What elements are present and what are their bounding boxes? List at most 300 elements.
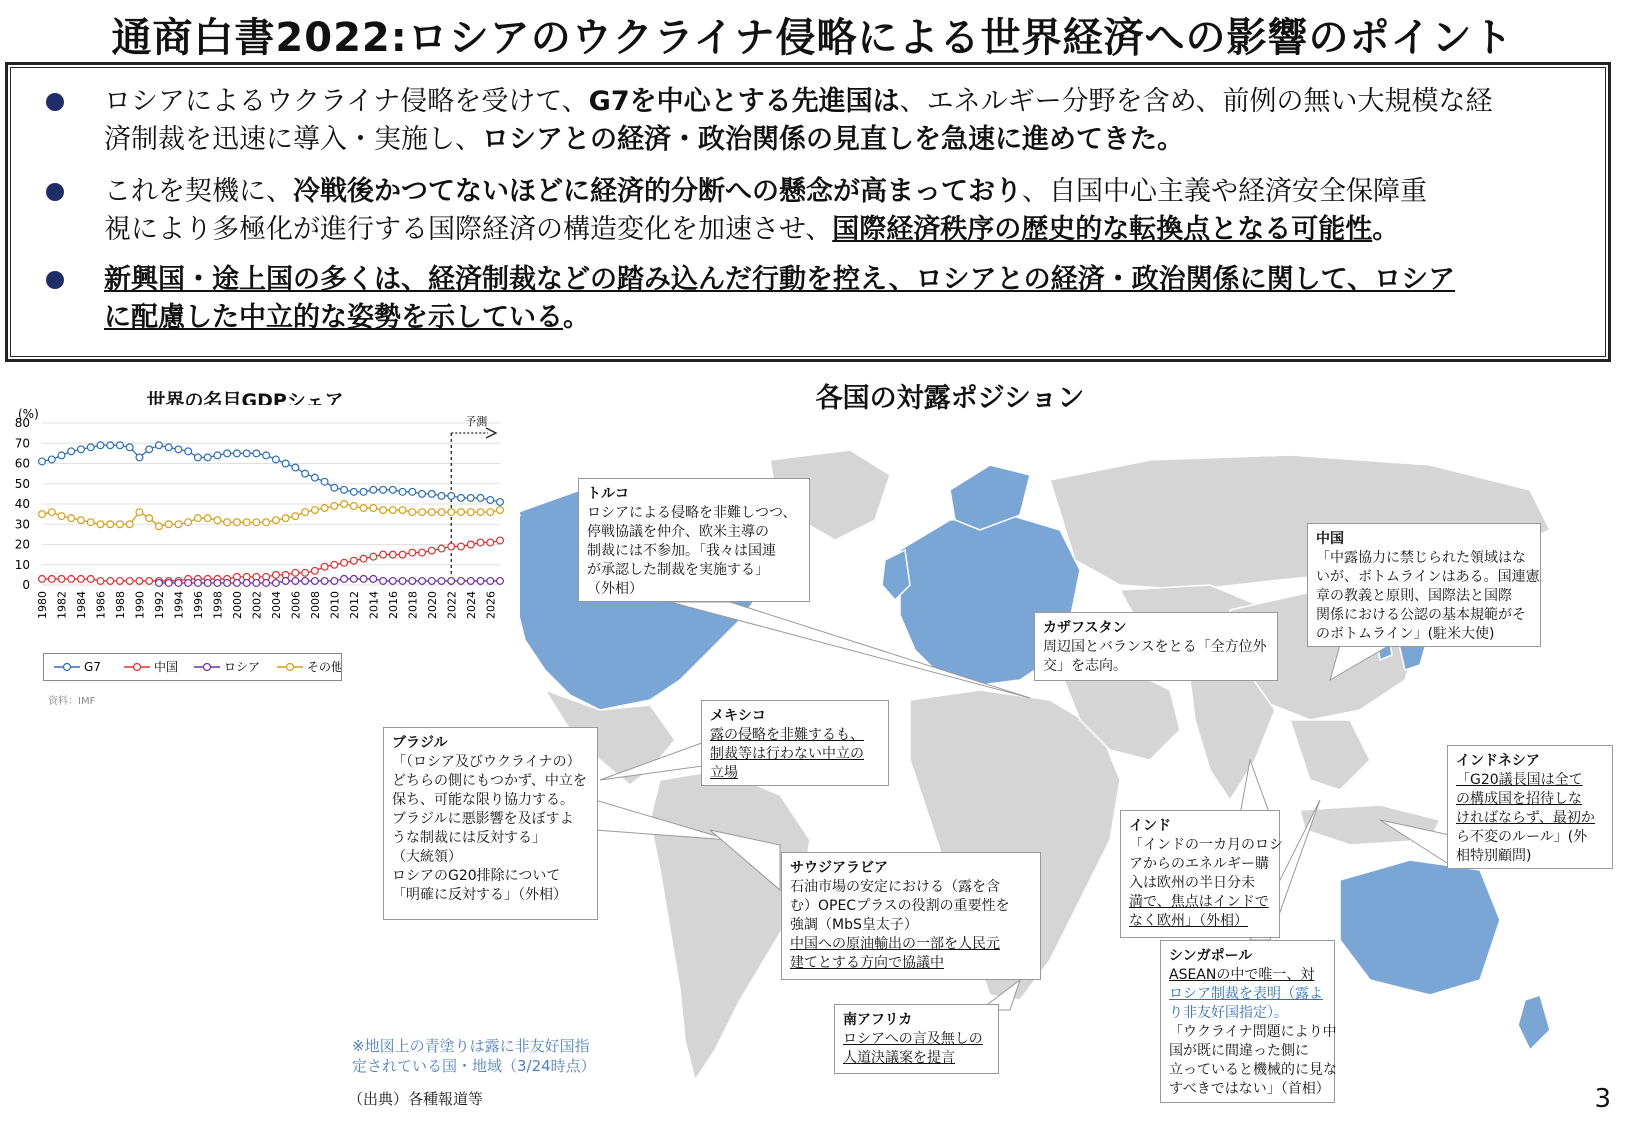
x-tick-label: 1992 [152,591,166,619]
data-point [370,576,377,583]
callout-line: 人道決議案を提言 [843,1050,955,1066]
region-australia [1340,860,1500,995]
data-point [477,509,484,516]
callout-line: （大統領） [392,849,462,865]
data-point [380,507,387,514]
data-point [409,488,416,495]
data-point [389,507,396,514]
data-point [136,454,143,461]
callout-country-name: メキシコ [710,708,766,724]
data-point [204,515,211,522]
data-point [370,553,377,560]
x-tick-label: 2022 [445,591,459,619]
data-point [146,578,153,585]
data-point [467,495,474,502]
callout-line: 国が既に間違った側に [1169,1043,1309,1059]
bullet-segment: 済制裁を迅速に導入・実施し、 [104,124,482,155]
callout-line: 「中露協力に禁じられた領域はな [1316,550,1526,566]
data-point [458,543,465,550]
data-point [165,521,172,528]
data-point [302,569,309,576]
data-point [448,509,455,516]
summary-box [5,62,1611,362]
data-point [467,578,474,585]
region-india [1190,675,1275,800]
data-point [477,539,484,546]
x-tick-label: 2004 [269,591,283,619]
map-title: 各国の対露ポジション [815,383,1085,414]
data-point [311,507,318,514]
callout-line: 周辺国とバランスをとる「全方位外 [1043,639,1267,655]
data-point [97,442,104,449]
data-point [68,576,75,583]
x-tick-label: 2018 [406,591,420,619]
callout-saudi-arabia [781,852,1041,980]
callout-singapore [1160,940,1335,1103]
data-point [341,576,348,583]
callout-country-name: シンガポール [1169,948,1253,964]
data-point [263,580,270,587]
data-point [117,442,124,449]
x-tick-label: 1996 [191,591,205,619]
bullet-segment: 冷戦後かつてないほどに経済的分断への懸念が高まっており [293,176,1022,207]
region-new-zealand [1518,995,1550,1050]
callout-country-name: インドネシア [1456,753,1540,769]
callout-line: ロシアによる侵略を非難しつつ、 [587,505,797,521]
data-point [448,493,455,500]
data-point [428,547,435,554]
data-point [438,578,445,585]
map-note-line: 定されている国・地域（3/24時点） [352,1057,596,1075]
map-source: （出典）各種報道等 [348,1090,484,1108]
data-point [68,515,75,522]
data-point [477,495,484,502]
y-tick-label: 50 [14,476,30,491]
data-point [272,580,279,587]
callout-mexico [701,700,889,786]
data-point [341,501,348,508]
legend-entry: G7 [84,660,101,674]
data-point [428,509,435,516]
data-point [389,578,396,585]
series-line [42,540,500,581]
x-tick-label: 2020 [425,591,439,619]
x-tick-label: 1980 [36,591,49,619]
callout-line: なく欧州」（外相） [1129,913,1248,929]
callout-line: 相特別顧問) [1456,848,1532,864]
data-point [467,509,474,516]
data-point [48,456,55,463]
map-note-line: ※地図上の青塗りは露に非友好国指 [352,1037,590,1055]
data-point [399,507,406,514]
bullet-segment: ロシアとの経済・政治関係の見直しを急速に進めてきた [482,124,1157,155]
bullet-segment: 新興国・途上国の多くは、経済制裁などの踏み込んだ行動を控え、ロシアとの経済・政治関係に関して、ロシア [104,264,1456,295]
data-point [87,576,94,583]
bullet-segment: これを契機に、 [104,176,293,207]
callout-line: 露の侵略を非難するも、 [710,727,864,743]
data-point [78,446,85,453]
callout-country-name: インド [1129,818,1171,834]
data-point [224,580,231,587]
data-point [428,578,435,585]
data-point [370,505,377,512]
data-point [487,509,494,516]
data-point [350,503,357,510]
callout-line: 保ち、可能な限り協力する。 [392,792,574,808]
data-point [341,486,348,493]
data-point [487,539,494,546]
x-tick-label: 2024 [464,591,478,619]
bullet-text [104,173,1586,249]
x-tick-label: 2012 [347,591,361,619]
callout-line: 関係における公認の基本規範がそ [1316,607,1526,623]
data-point [292,464,299,471]
callout-line: 強調（MbS皇太子） [790,917,918,933]
bullet-1 [46,83,1586,159]
data-point [48,509,55,516]
x-tick-label: 2002 [250,591,264,619]
bullet-segment: ロシアによるウクライナ侵略を受けて、 [104,86,589,117]
data-point [321,505,328,512]
data-point [117,578,124,585]
gdp-share-chart [0,405,520,650]
data-point [350,488,357,495]
data-point [195,515,202,522]
data-point [458,495,465,502]
data-point [156,442,163,449]
data-point [136,509,143,516]
data-point [156,523,163,530]
callout-line: 「ウクライナ問題により中 [1169,1024,1337,1040]
data-point [97,521,104,528]
data-point [233,580,240,587]
data-point [68,448,75,455]
data-point [409,578,416,585]
data-point [117,521,124,528]
data-point [428,490,435,497]
chart-legend [43,653,342,681]
x-tick-label: 2010 [328,591,342,619]
data-point [126,444,133,451]
x-tick-label: 2000 [230,591,244,619]
data-point [58,576,65,583]
y-tick-label: 20 [14,537,30,552]
callout-line: む）OPECプラスの役割の重要性を [790,898,1010,914]
data-point [195,580,202,587]
data-point [204,454,211,461]
callout-line: 交」を志向。 [1043,658,1127,674]
data-point [477,578,484,585]
callout-country-name: カザフスタン [1043,620,1127,636]
callout-line: 立場 [710,765,738,781]
data-point [350,557,357,564]
data-point [107,442,114,449]
data-point [487,497,494,504]
bullet-segment: 、エネルギー分野を含め、前例の無い大規模な経 [899,86,1493,117]
data-point [487,578,494,585]
legend-swatch-marker [64,664,71,671]
data-point [185,580,192,587]
callout-country-name: ブラジル [392,735,448,751]
data-point [370,486,377,493]
callout-line: ロシアへの言及無しの [843,1031,983,1047]
x-tick-label: 1982 [55,591,69,619]
bullet-segment: 国際経済秩序の歴史的な転換点となる可能性 [832,214,1373,245]
data-point [292,569,299,576]
data-point [214,517,221,524]
data-point [126,578,133,585]
data-point [253,519,260,526]
data-point [311,578,318,585]
callout-line: 停戦協議を仲介、欧米主導の [587,524,769,540]
data-point [136,578,143,585]
data-point [360,488,367,495]
page-title: 通商白書2022:ロシアのウクライナ侵略による世界経済への影響のポイント [111,15,1514,61]
legend-entry: 中国 [154,660,179,674]
data-point [233,450,240,457]
callout-country-name: 中国 [1316,531,1344,547]
data-point [243,450,250,457]
data-point [48,576,55,583]
callout-line: のボトムライン」(駐米大使) [1316,626,1495,642]
data-point [448,578,455,585]
callout-line: ロシアのG20排除について [392,868,561,884]
data-point [311,567,318,574]
data-point [399,578,406,585]
data-point [272,517,279,524]
y-tick-label: 0 [22,578,30,592]
data-point [438,545,445,552]
data-point [224,519,231,526]
data-point [467,541,474,548]
callout-line: ら不変のルール」(外 [1456,829,1588,845]
callout-line: すべきではない」（首相） [1169,1081,1330,1097]
data-point [448,543,455,550]
callout-line: が承認した制裁を実施する」 [587,562,769,578]
data-point [360,576,367,583]
callout-line: 制裁には不参加。「我々は国連 [587,543,776,559]
data-point [360,555,367,562]
data-point [438,493,445,500]
callout-line: どちらの側にもつかず、中立を [392,773,587,789]
data-point [185,519,192,526]
bullet-dot-icon [46,93,64,111]
y-tick-label: 30 [14,517,30,532]
callout-line: 立っていると機械的に見な [1169,1062,1337,1078]
callout-line: 「インドの一カ月のロシ [1129,837,1283,853]
forecast-label: 予測 [465,415,488,428]
callout-line: の構成国を招待しな [1456,791,1582,807]
data-point [302,578,309,585]
data-point [331,561,338,568]
callout-line: 制裁等は行わない中立の [710,746,864,762]
data-point [39,458,46,465]
data-point [497,537,504,544]
legend-entry: ロシア [224,660,261,674]
y-tick-label: 60 [14,456,30,471]
data-point [321,578,328,585]
data-point [175,521,182,528]
data-point [107,521,114,528]
data-point [419,490,426,497]
data-point [39,511,46,518]
callout-line: ロシア制裁を表明（露よ [1169,986,1323,1002]
data-point [380,486,387,493]
data-point [243,580,250,587]
data-point [146,515,153,522]
data-point [409,509,416,516]
data-point [253,580,260,587]
x-tick-label: 1984 [74,591,88,619]
callout-country-name: 南アフリカ [843,1012,913,1028]
data-point [214,452,221,459]
data-point [87,444,94,451]
data-point [146,446,153,453]
bullet-dot-icon [46,271,64,289]
x-tick-label: 1998 [211,591,225,619]
data-point [175,580,182,587]
data-point [78,576,85,583]
callout-line: り非友好国指定）。 [1169,1005,1288,1021]
bullet-segment: 。 [1372,214,1400,245]
bullet-text [104,261,1586,337]
data-point [399,551,406,558]
callout-india [1120,810,1283,938]
y-tick-label: 10 [14,557,30,572]
callout-line: 章の教義と原則、国際法と国際 [1316,588,1512,604]
legend-swatch-marker [204,664,211,671]
data-point [380,578,387,585]
data-point [302,509,309,516]
data-point [438,509,445,516]
callout-line: 入は欧州の半日分未 [1129,875,1255,891]
callout-china [1307,523,1541,647]
data-point [331,503,338,510]
page-number: 3 [1594,1084,1611,1114]
callout-kazakhstan [1034,612,1278,681]
data-point [419,578,426,585]
x-tick-label: 2016 [386,591,400,619]
callout-line: ブラジルに悪影響を及ぼすよ [392,811,574,827]
callout-country-name: サウジアラビア [790,860,888,876]
data-point [185,448,192,455]
bullet-segment: 、自国中心主義や経済安全保障重 [1022,176,1427,207]
data-point [458,578,465,585]
data-point [272,571,279,578]
data-point [497,507,504,514]
data-point [360,505,367,512]
data-point [321,563,328,570]
legend-swatch-marker [287,664,294,671]
data-point [399,488,406,495]
bullet-segment: G7を中心とする先進国は [588,86,900,117]
data-point [292,578,299,585]
x-tick-label: 2026 [484,591,498,619]
callout-line: （外相） [587,581,643,597]
data-point [165,444,172,451]
data-point [292,513,299,520]
x-tick-label: 2006 [289,591,303,619]
data-point [302,470,309,477]
callout-indonesia [1447,745,1613,869]
data-point [419,509,426,516]
callout-line: 中国への原油輸出の一部を人民元 [790,936,1000,952]
data-point [156,580,163,587]
data-point [243,519,250,526]
x-tick-label: 1994 [172,591,186,619]
data-point [175,446,182,453]
callout-line: 「（ロシア及びウクライナの） [392,754,581,770]
data-point [409,549,416,556]
data-point [389,551,396,558]
data-point [58,513,65,520]
data-point [39,576,46,583]
data-point [321,478,328,485]
y-tick-label: 40 [14,497,30,511]
data-point [214,580,221,587]
legend-entry: その他 [307,660,341,674]
data-point [350,576,357,583]
data-point [419,549,426,556]
data-point [233,519,240,526]
callout-south-africa [834,1004,999,1074]
data-point [272,456,279,463]
callout-country-name: トルコ [587,486,629,502]
bullet-text [104,83,1586,159]
data-point [263,519,270,526]
callout-line: アからのエネルギー購 [1129,856,1269,872]
data-point [282,578,289,585]
data-point [263,452,270,459]
x-tick-label: 1988 [113,591,127,619]
y-tick-label: 80 [14,416,30,430]
data-point [389,486,396,493]
data-point [253,450,260,457]
callout-line: いが、ボトムラインはある。国連憲 [1316,569,1540,585]
data-point [282,460,289,467]
data-point [331,484,338,491]
data-point [126,521,133,528]
x-tick-label: 2014 [367,591,381,619]
data-point [341,559,348,566]
chart-title: 世界の名目GDPシェア [146,390,344,412]
y-tick-label: 70 [14,436,30,451]
callout-line: 石油市場の安定における（露を含 [790,879,1000,895]
callout-turkey [578,478,810,602]
data-point [78,517,85,524]
data-point [497,578,504,585]
data-point [58,452,65,459]
legend-swatch-marker [134,664,141,671]
x-tick-label: 2008 [308,591,322,619]
chart-source: 資料：IMF [48,696,96,707]
callout-line: うな制裁には反対する」 [392,830,546,846]
data-point [380,551,387,558]
x-tick-label: 1990 [133,591,147,619]
bullet-dot-icon [46,183,64,201]
data-point [165,580,172,587]
callout-line: 満で、焦点はインドで [1129,894,1269,910]
bullet-segment: 。 [1157,124,1184,155]
x-tick-label: 1986 [94,591,108,619]
callout-line: 建てとする方向で協議中 [790,955,944,971]
data-point [87,519,94,526]
data-point [497,499,504,506]
data-point [204,580,211,587]
bullet-segment: 視により多極化が進行する国際経済の構造変化を加速させ、 [104,214,833,245]
callout-brazil [383,727,598,920]
data-point [458,509,465,516]
